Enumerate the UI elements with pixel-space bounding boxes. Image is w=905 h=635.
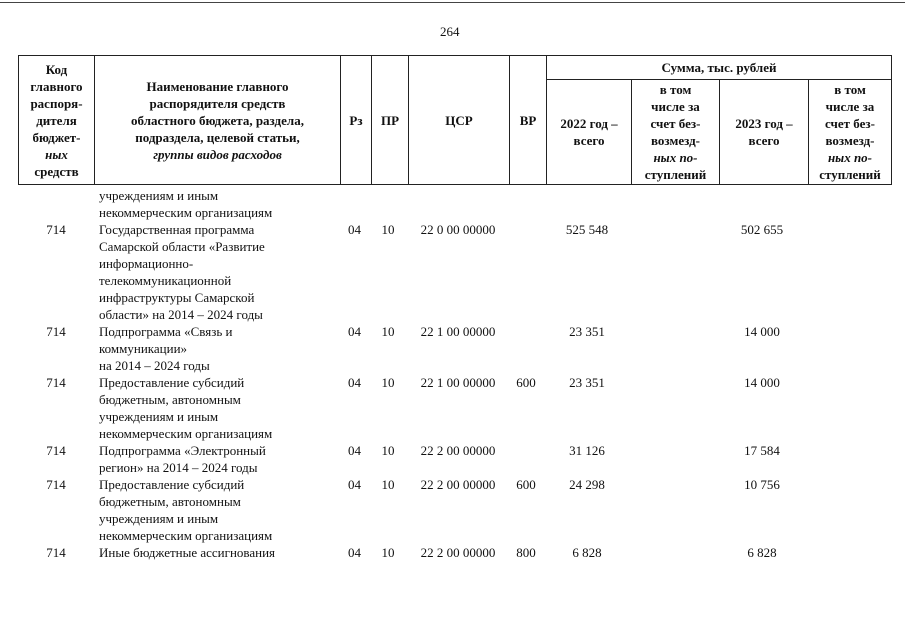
row-3-vr: 600: [516, 375, 536, 390]
header-name: Наименование главного распорядителя средств областного бюджета, раздела, подраздела, целевой статьи, группы видов расходов: [95, 56, 341, 185]
header-2023-incl: в том числе за счет без- возмезд- ных по- ступлений: [809, 80, 892, 185]
top-rule: [0, 2, 905, 3]
header-2022-incl: в том числе за счет без- возмезд- ных по- ступлений: [632, 80, 720, 185]
header-2022-total: 2022 год – всего: [547, 80, 632, 185]
row-5-csr: 22 2 00 00000: [420, 477, 496, 492]
row-1-s2022: 525 548: [565, 222, 609, 237]
name-line: регион» на 2014 – 2024 годы: [99, 460, 258, 475]
name-line: информационно-: [99, 256, 194, 271]
row-5-s2023: 10 756: [744, 477, 780, 492]
row-6-rz: 04: [348, 545, 361, 560]
row-6-name: [99, 544, 339, 561]
row-4-name: [99, 442, 339, 476]
row-1-s2023: 502 655: [740, 222, 784, 237]
row-2-name: [99, 323, 339, 374]
header-vr: ВР: [510, 56, 547, 185]
name-line: некоммерческим организациям: [99, 426, 273, 441]
row-5-code: 714: [46, 477, 66, 492]
name-line: бюджетным, автономным: [99, 392, 241, 407]
row-0-name: [99, 187, 339, 221]
row-5-rz: 04: [348, 477, 361, 492]
name-line: некоммерческим организациям: [99, 205, 273, 220]
row-6-s2023: 6 828: [747, 545, 777, 560]
name-line: учреждениям и иным: [99, 511, 219, 526]
row-4-code: 714: [46, 443, 66, 458]
row-2-pr: 10: [381, 324, 395, 339]
header-rz: Рз: [341, 56, 372, 185]
row-3-csr: 22 1 00 00000: [420, 375, 496, 390]
row-2-code: 714: [46, 324, 66, 339]
row-2-s2022: 23 351: [569, 324, 605, 339]
header-csr: ЦСР: [409, 56, 510, 185]
row-4-csr: 22 2 00 00000: [420, 443, 496, 458]
page-number: 264: [440, 24, 460, 39]
name-line: Подпрограмма «Связь и: [99, 324, 233, 339]
name-line: учреждениям и иным: [99, 188, 219, 203]
header-code: Код главного распоря- дителя бюджет- ных средств: [19, 56, 95, 185]
row-1-csr: 22 0 00 00000: [420, 222, 496, 237]
row-4-pr: 10: [381, 443, 395, 458]
row-6-code: 714: [46, 545, 66, 560]
name-line: бюджетным, автономным: [99, 494, 241, 509]
header-pr: ПР: [372, 56, 409, 185]
row-3-rz: 04: [348, 375, 361, 390]
name-line: Предоставление субсидий: [99, 477, 245, 492]
row-3-s2022: 23 351: [569, 375, 605, 390]
name-line: области» на 2014 – 2024 годы: [99, 307, 263, 322]
header-sum: Сумма, тыс. рублей: [547, 56, 892, 80]
name-line: Предоставление субсидий: [99, 375, 245, 390]
row-2-csr: 22 1 00 00000: [420, 324, 496, 339]
header-2023-total: 2023 год – всего: [720, 80, 809, 185]
row-6-s2022: 6 828: [572, 545, 602, 560]
name-line: Самарской области «Развитие: [99, 239, 265, 254]
name-line: некоммерческим организациям: [99, 528, 273, 543]
row-4-s2023: 17 584: [744, 443, 780, 458]
row-6-csr: 22 2 00 00000: [420, 545, 496, 560]
name-line: коммуникации»: [99, 341, 188, 356]
name-line: учреждениям и иным: [99, 409, 219, 424]
row-1-name: [99, 221, 339, 323]
name-line: на 2014 – 2024 годы: [99, 358, 210, 373]
row-5-pr: 10: [381, 477, 395, 492]
table-header: [18, 55, 892, 185]
row-5-name: [99, 476, 339, 544]
row-1-rz: 04: [348, 222, 361, 237]
name-line: Подпрограмма «Электронный: [99, 443, 266, 458]
row-2-rz: 04: [348, 324, 361, 339]
row-6-pr: 10: [381, 545, 395, 560]
row-3-s2023: 14 000: [744, 375, 780, 390]
row-5-vr: 600: [516, 477, 536, 492]
name-line: телекоммуникационной: [99, 273, 232, 288]
row-1-pr: 10: [381, 222, 395, 237]
row-4-rz: 04: [348, 443, 361, 458]
row-1-code: 714: [46, 222, 66, 237]
row-3-code: 714: [46, 375, 66, 390]
row-3-name: [99, 374, 339, 442]
name-line: Государственная программа: [99, 222, 255, 237]
row-4-s2022: 31 126: [569, 443, 605, 458]
row-5-s2022: 24 298: [569, 477, 605, 492]
row-6-vr: 800: [516, 545, 536, 560]
name-line: инфраструктуры Самарской: [99, 290, 255, 305]
row-3-pr: 10: [381, 375, 395, 390]
row-2-s2023: 14 000: [744, 324, 780, 339]
name-line: Иные бюджетные ассигнования: [99, 545, 276, 560]
